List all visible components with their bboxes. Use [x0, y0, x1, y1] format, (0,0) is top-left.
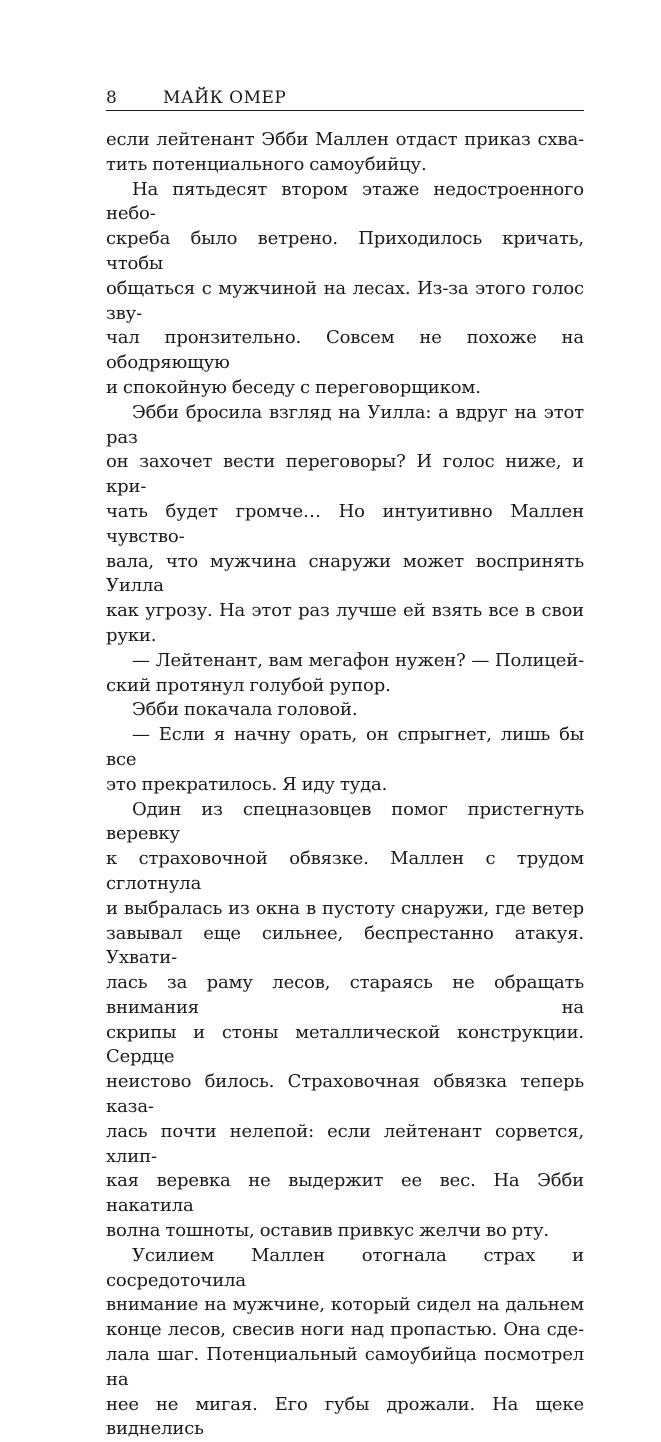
- text-line: — Лейтенант, вам мегафон нужен? — Полицей-: [132, 649, 584, 671]
- text-line: Один из спецназовцев помог пристегнуть веревку: [106, 798, 584, 845]
- text-line: он захочет вести переговоры? И голос ниже, и кри-: [106, 451, 584, 498]
- text-line: скреба было ветрено. Приходилось кричать, чтобы: [106, 228, 584, 274]
- text-line: как угрозу. На этот раз лучше ей взять все в свои руки.: [106, 600, 584, 646]
- page-header: [106, 88, 584, 110]
- text-line: вала, что мужчина снаружи может воспринять Уилла: [106, 550, 584, 597]
- text-line: — Если я начну орать, он спрыгнет, лишь бы все: [106, 724, 584, 770]
- text-line: чать будет громче… Но интуитивно Маллен чувство-: [106, 500, 584, 547]
- header-rule: [106, 110, 584, 111]
- text-line: лась за раму лесов, стараясь не обращать внимания на: [106, 972, 584, 1018]
- text-line: кая веревка не выдержит ее вес. На Эбби накатила: [106, 1170, 584, 1217]
- running-head-author: МАЙК ОМЕР: [163, 88, 287, 108]
- text-line: и выбралась из окна в пустоту снаружи, где ветер: [106, 897, 584, 919]
- text-line: тить потенциального самоубийцу.: [106, 153, 427, 175]
- body-text: [106, 128, 584, 1442]
- text-line: конце лесов, свесив ноги над пропастью. Она сде-: [106, 1319, 584, 1341]
- text-line: общаться с мужчиной на лесах. Из-за этого голос зву-: [106, 277, 584, 324]
- text-line: скрипы и стоны металлической конструкции. Сердце: [106, 1021, 584, 1068]
- text-line: Усилием Маллен отогнала страх и сосредоточила: [106, 1244, 584, 1291]
- text-line: и спокойную беседу с переговорщиком.: [106, 376, 481, 398]
- text-line: лала шаг. Потенциальный самоубийца посмотрел на: [106, 1344, 584, 1390]
- text-line: Эбби бросила взгляд на Уилла: а вдруг на этот раз: [106, 401, 584, 448]
- text-line: внимание на мужчине, который сидел на дальнем: [106, 1294, 584, 1316]
- text-line: Эбби покачала головой.: [132, 699, 358, 721]
- text-line: неистово билось. Страховочная обвязка теперь каза-: [106, 1071, 584, 1118]
- text-line: чал пронзительно. Совсем не похоже на ободряющую: [106, 327, 584, 374]
- text-line: завывал еще сильнее, беспрестанно атакуя. Ухвати-: [106, 922, 584, 969]
- text-line: На пятьдесят втором этаже недостроенного небо-: [106, 178, 584, 225]
- text-line: нее не мигая. Его губы дрожали. На щеке виднелись: [106, 1393, 584, 1440]
- text-line: ский протянул голубой рупор.: [106, 674, 391, 696]
- text-line: волна тошноты, оставив привкус желчи во рту.: [106, 1220, 549, 1242]
- text-line: это прекратилось. Я иду туда.: [106, 773, 388, 795]
- text-line: лась почти нелепой: если лейтенант сорвется, хлип-: [106, 1120, 584, 1167]
- page-number: 8: [106, 88, 117, 108]
- text-line: если лейтенант Эбби Маллен отдаст приказ схва-: [106, 129, 584, 150]
- text-line: к страховочной обвязке. Маллен с трудом сглотнула: [106, 848, 584, 894]
